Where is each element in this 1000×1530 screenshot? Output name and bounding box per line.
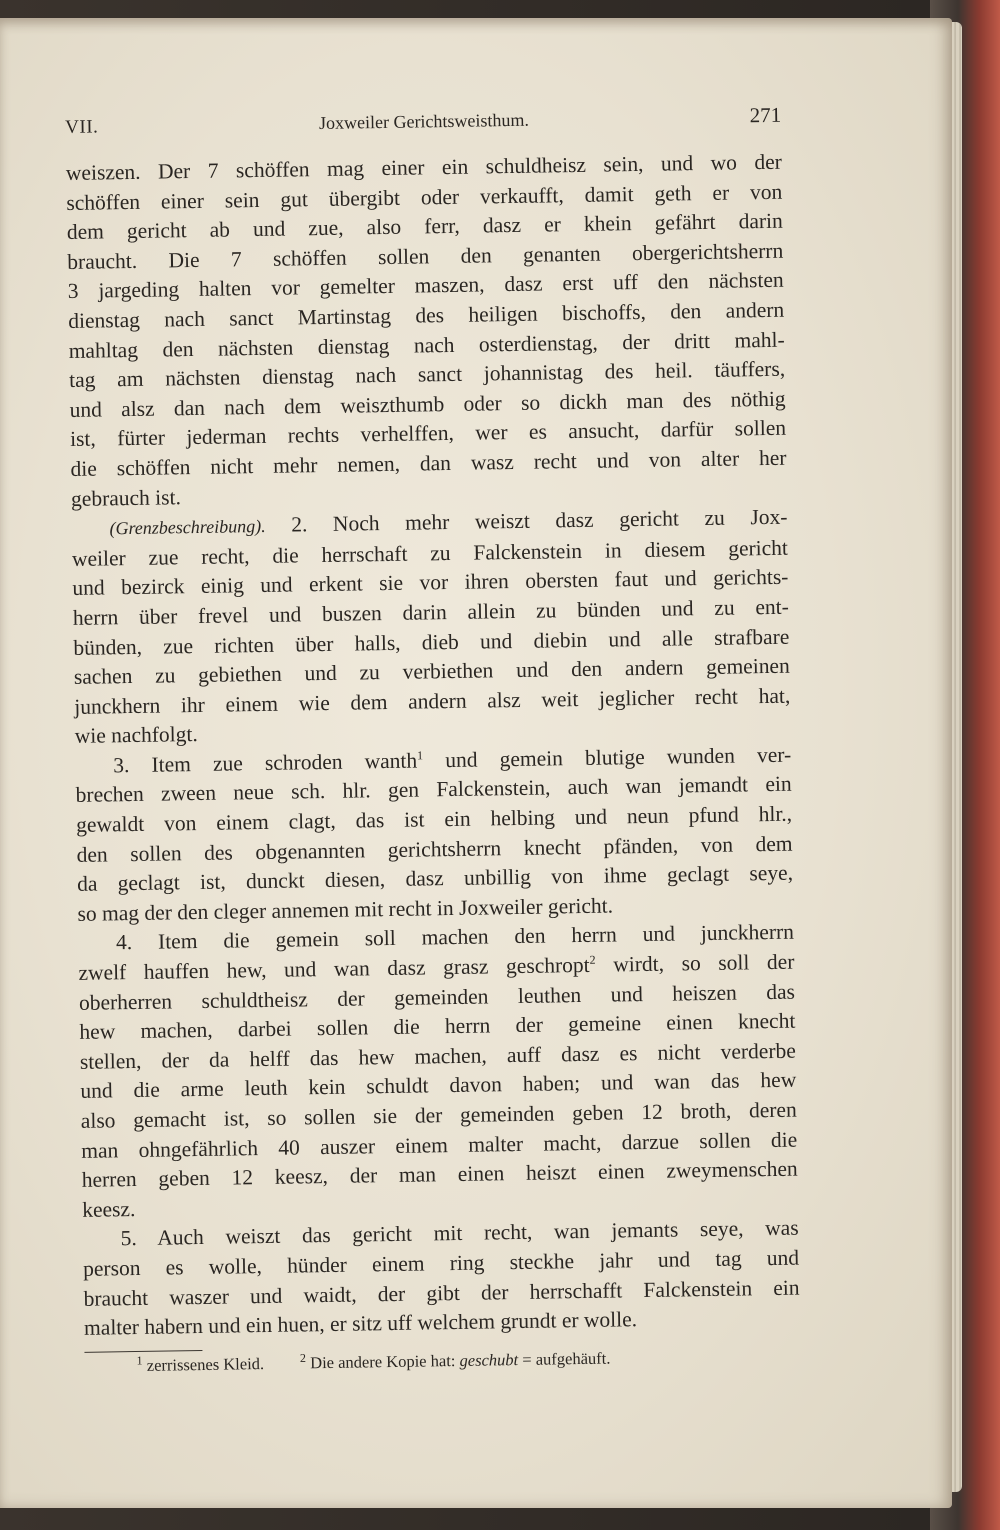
footnote-text: zerrissenes Kleid. <box>146 1353 265 1375</box>
text-line: malter habern und ein huen, er sitz uff welchem grundt er wolle. <box>83 1307 638 1341</box>
text-fragment: zwelf hauffen hew, und wan dasz grasz geschropt <box>78 952 590 985</box>
paragraph-1 <box>66 148 787 514</box>
text-line: oberherren schuldtheisz der gemeinden leuthen und heiszen das <box>78 979 796 1015</box>
page-number: 271 <box>749 102 782 128</box>
text-line: 3 jargeding halten vor gemelter maszen, dasz erst uff den nächsten <box>67 268 784 304</box>
text-line: weiszen. Der 7 schöffen mag einer ein schuldheisz sein, und wo der <box>65 149 783 185</box>
text-line: gebrauch ist. <box>70 484 182 511</box>
text-line: herrn über frevel und buszen darin allein zu bünden und zu ent- <box>72 594 790 630</box>
section-number: VII. <box>65 116 99 138</box>
text-line: 4. Item die gemein soll machen den herrn und junckherrn <box>115 920 795 955</box>
text-line: wie nachfolgt. <box>74 722 198 749</box>
text-line: braucht. Die 7 schöffen sollen den genanten obergerichtsherrn <box>67 238 784 274</box>
footnote-rule <box>84 1350 202 1353</box>
text-line: also gemacht ist, so sollen sie der gemeinden geben 12 broth, deren <box>80 1097 797 1133</box>
footnote-ref: 1 <box>416 748 424 763</box>
text-line: person es wolle, hünder einem ring steckhe jahr und tag und <box>82 1245 800 1281</box>
text-line: sachen zu gebiethen und zu verbiethen und den andern gemeinen <box>73 653 790 690</box>
text-line: und alsz dan nach dem weiszthumb oder so dickh man des nöthig <box>69 386 786 422</box>
text-line: die schöffen nicht mehr nemen, dan wasz recht und von alter her <box>70 445 787 481</box>
text-fragment: 3. Item zue schroden wanth <box>113 748 418 778</box>
footnote-2 <box>300 1348 611 1373</box>
text-line: junckhern ihr einem wie dem andern alsz weit jeglicher recht hat, <box>74 683 791 719</box>
text-fragment: 2. Noch mehr weiszt dasz gericht zu Jox- <box>291 504 788 537</box>
paragraph-5 <box>82 1214 800 1344</box>
body-text <box>66 148 801 1344</box>
book-page <box>0 18 952 1508</box>
text-line: braucht waszer und waidt, der gibt der herrschafft Falckenstein ein <box>83 1275 800 1311</box>
footnote-text: Die andere Kopie hat: <box>310 1350 456 1373</box>
page-content <box>65 103 801 1377</box>
footnote-mark: 2 <box>299 1350 307 1365</box>
text-line: bünden, zue richten über halls, dieb und diebin und alle strafbare <box>73 624 790 660</box>
margin-label: (Grenzbeschreibung). <box>109 516 266 539</box>
text-line: keesz. <box>82 1196 136 1222</box>
text-line: weiler zue recht, die herrschaft zu Falckenstein in diesem gericht <box>71 535 789 571</box>
text-line: mahltag den nächsten dienstag nach osterdienstag, der dritt mahl- <box>68 327 785 363</box>
text-fragment: und gemein blutige wunden ver- <box>422 742 792 773</box>
text-line: da geclagt ist, dunckt diesen, dasz unbillig von ihme geclagt seye, <box>76 860 794 897</box>
footnote-text: = aufgehäuft. <box>522 1348 611 1369</box>
text-fragment: wirdt, so soll der <box>595 949 795 977</box>
paragraph-2 <box>71 503 791 752</box>
text-line: tag am nächsten dienstag nach sanct johannistag des heil. täuffers, <box>68 356 786 393</box>
running-header <box>65 103 781 139</box>
text-line: so mag der den cleger annemen mit recht in Joxweiler gericht. <box>77 893 614 926</box>
text-line: ist, fürter jederman rechts verhelffen, wer es ansucht, darfür sollen <box>69 416 787 452</box>
paragraph-4 <box>78 918 799 1225</box>
footnote-ref: 2 <box>589 952 596 967</box>
running-title: Joxweiler Gerichtsweisthum. <box>318 109 530 134</box>
text-line: 5. Auch weiszt das gericht mit recht, wan jemants seye, was <box>120 1215 799 1251</box>
text-line: und bezirck einig und erkent sie vor ihren obersten faut und gerichts- <box>72 565 789 601</box>
text-line: dienstag nach sanct Martinstag des heiligen bischoffs, den andern <box>68 297 785 333</box>
text-line: schöffen einer sein gut übergibt oder verkaufft, damit geth er von <box>66 179 783 215</box>
footnote-1 <box>137 1354 265 1376</box>
text-line: hew machen, darbei sollen die herrn der gemeine einen knecht <box>79 1008 796 1045</box>
text-line: man ohngefährlich 40 auszer einem malter macht, darzue sollen die <box>81 1127 798 1163</box>
text-line: brechen zween neue sch. hlr. gen Falckenstein, auch wan jemandt ein <box>75 772 792 808</box>
text-line: und die arme leuth kein schuldt davon haben; und wan das hew <box>80 1068 797 1104</box>
text-line: dem gericht ab und zue, also ferr, dasz er khein gefährt darin <box>66 208 783 245</box>
paragraph-3 <box>75 741 794 930</box>
footnote-mark: 1 <box>136 1353 143 1368</box>
footnote-italic-term: geschubt <box>459 1349 519 1370</box>
text-line: gewaldt von einem clagt, das ist ein helbing und neun pfund hlr., <box>75 801 793 837</box>
text-line: herren geben 12 keesz, der man einen heiszt einen zweymenschen <box>81 1156 798 1193</box>
text-line: den sollen des obgenannten gerichtsherrn knecht pfänden, von dem <box>76 831 793 867</box>
text-line: stellen, der da helff das hew machen, auff dasz es nicht verderbe <box>79 1038 796 1074</box>
